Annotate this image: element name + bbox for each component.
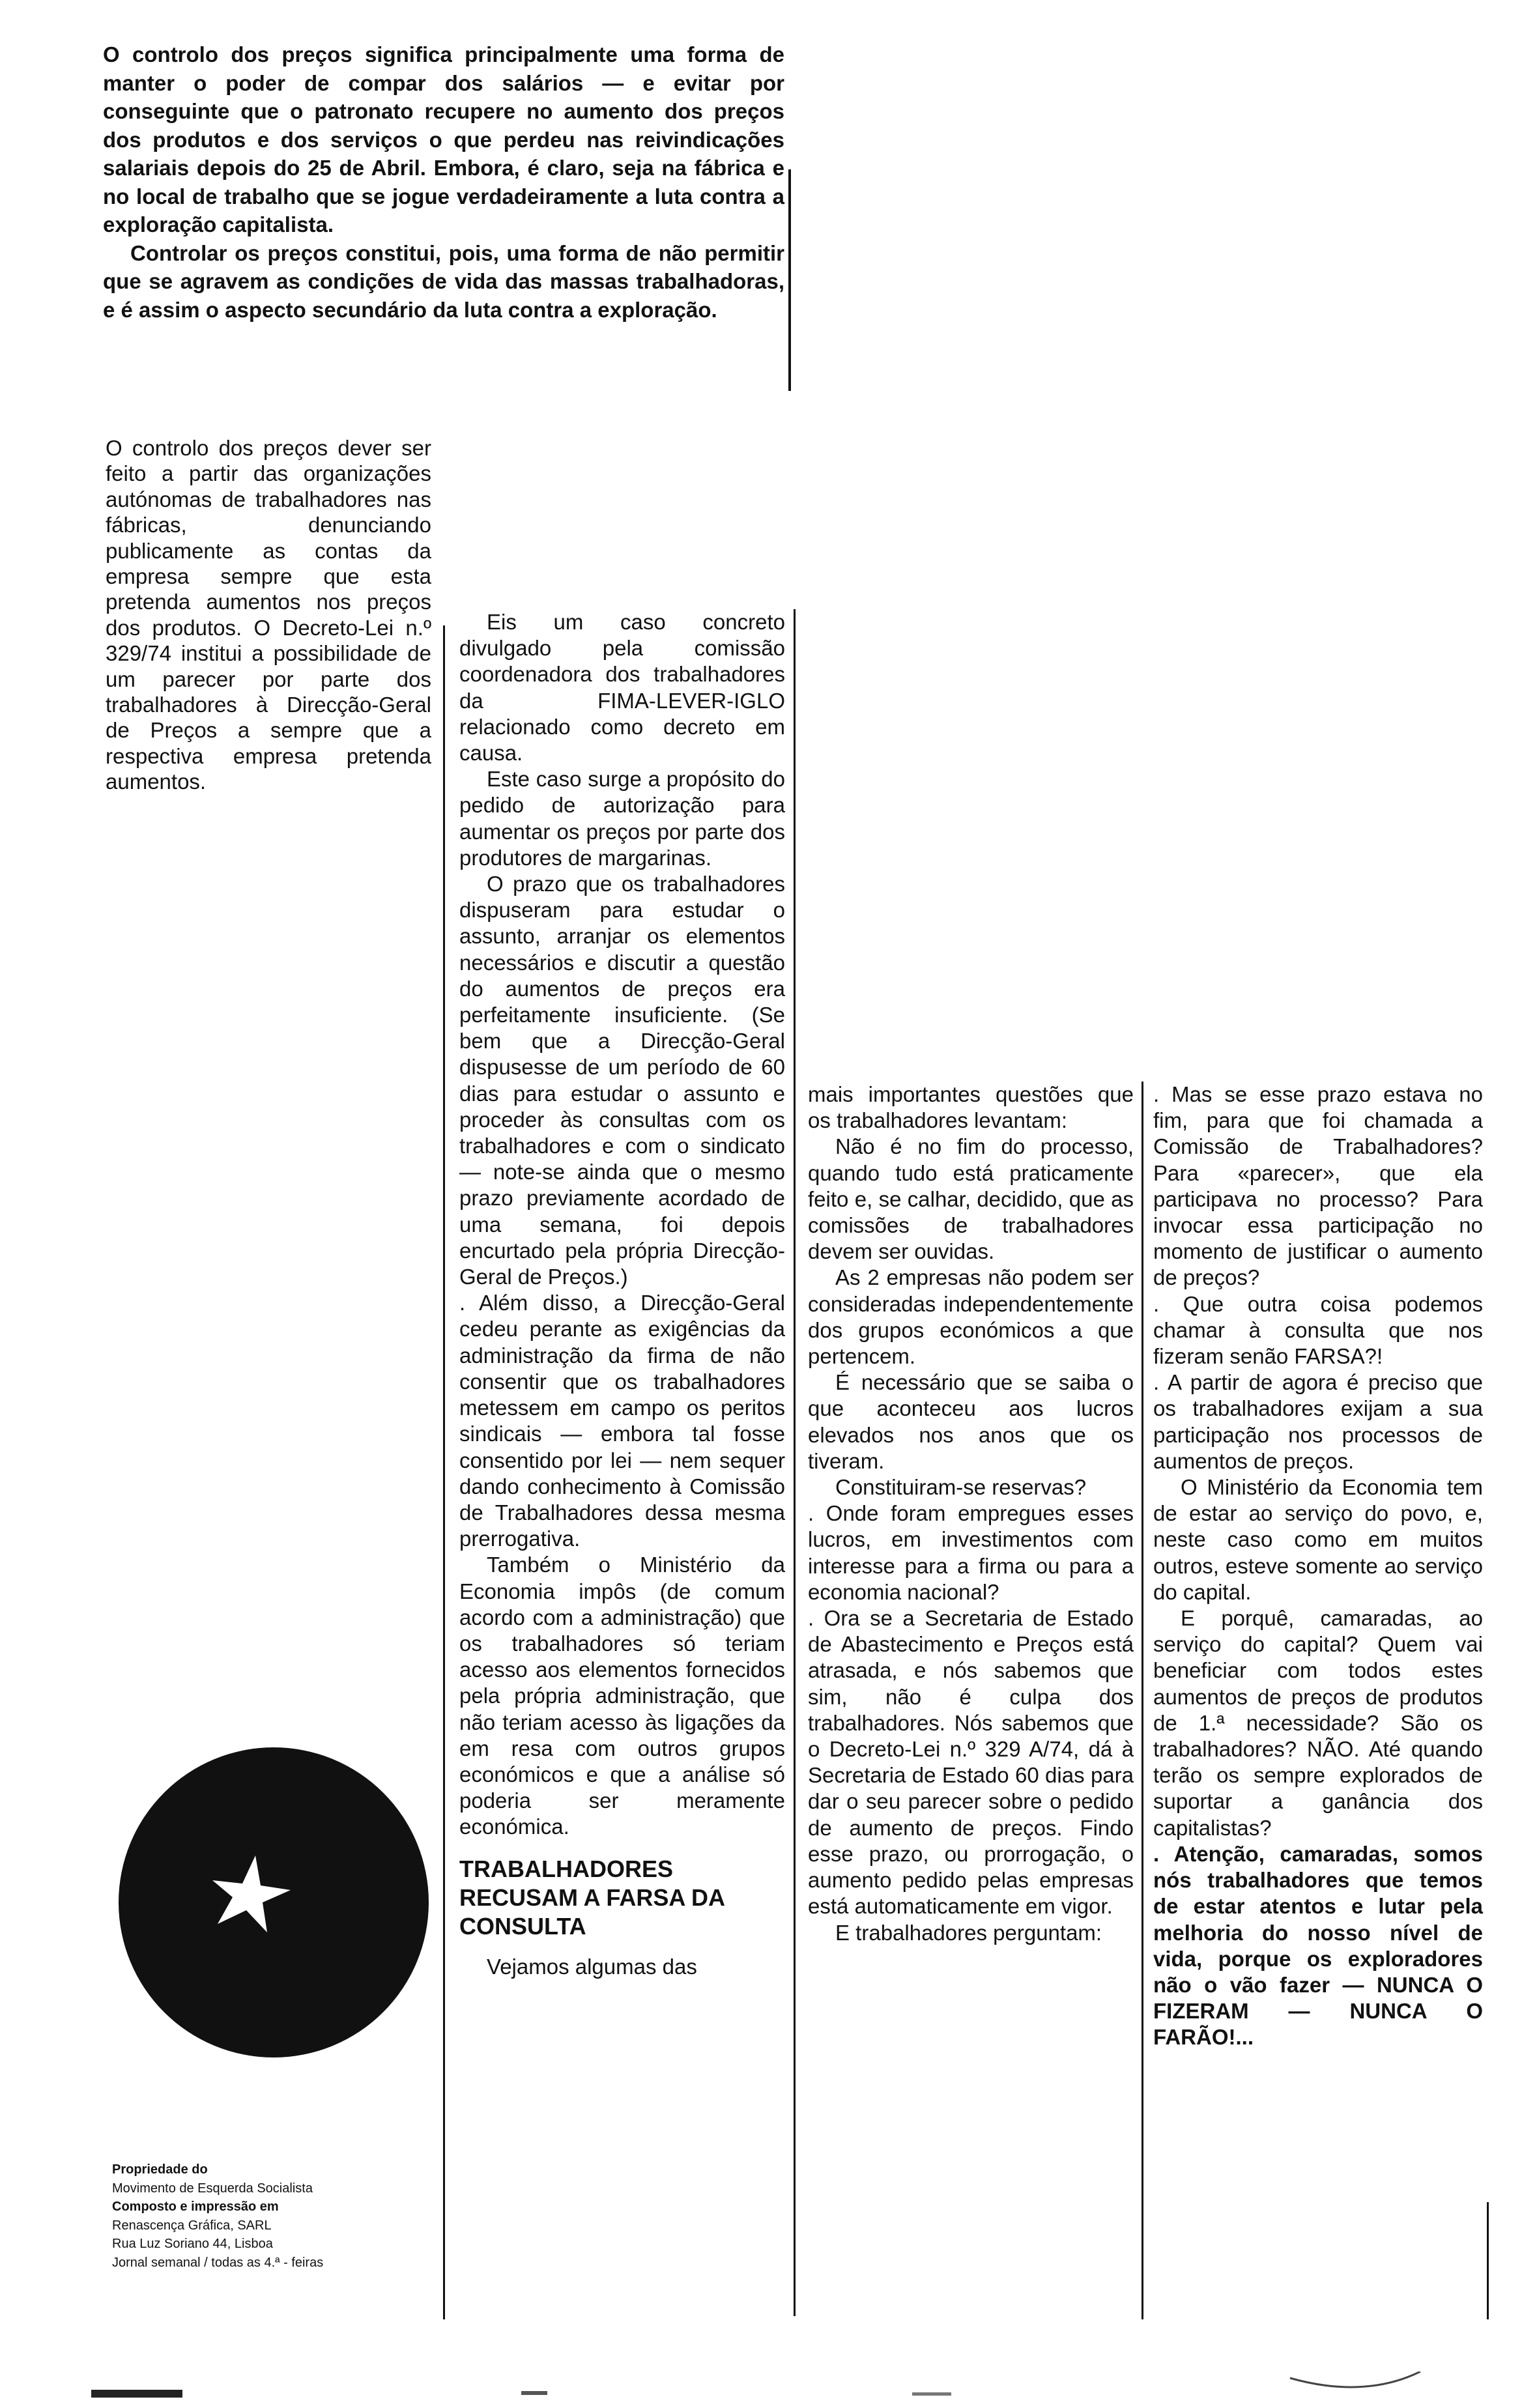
- imprint-printer-label: Composto e impressão em: [112, 2200, 279, 2214]
- bottom-scan-marks: [65, 2372, 1466, 2404]
- column-2-paragraph-4: . Além disso, a Direcção-Geral cedeu perante as exigências da administração da firma de não consentir que os trabalhadores metessem em campo os peritos sindicais — embora tal fosse consentido por lei — nem sequer dando conhecimento à Comissão de Trabalhadores dessa mesma prerrogativa.: [459, 1291, 785, 1551]
- intro-paragraph-1: O controlo dos preços significa principalmente uma forma de manter o poder de compar dos salários — e evitar por conseguinte que o patronato recupere no aumento dos preços dos produtos e dos serviços o que perdeu nas reivindicações salariais depois do 25 de Abril. Embora, é claro, seja na fábrica e no local de trabalho que se jogue verdadeiramente a luta contra a exploração capitalista.: [103, 42, 784, 236]
- imprint-frequency: Jornal semanal / todas as 4.ª - feiras: [112, 2255, 324, 2270]
- column-3-paragraph-5: Constituiram-se reservas?: [835, 1475, 1087, 1500]
- column-3-paragraph-8: E trabalhadores perguntam:: [835, 1920, 1102, 1945]
- column-2-paragraph-3: O prazo que os trabalhadores dispuseram para estudar o assunto, arranjar os elementos necessários e discutir a questão do aumentos de preços era perfeitamente insuficiente. (Se bem que a Direcção-Geral dispusesse de um período de 60 dias para estudar o assunto e proceder às consultas com os trabalhadores e com o sindicato — note-se ainda que o mesmo prazo previamente acordado de uma semana, foi depois encurtado pela própria Direcção-Geral de Preços.): [459, 872, 785, 1289]
- column-1-rule: [443, 625, 445, 2319]
- column-3-paragraph-1: mais importantes questões que os trabalhadores levantam:: [808, 1082, 1134, 1133]
- column-4-paragraph-2: . Que outra coisa podemos chamar à consulta que nos fizeram senão FARSA?!: [1153, 1291, 1483, 1369]
- imprint: [112, 2160, 451, 2272]
- column-2-tail: Vejamos algumas das: [487, 1954, 697, 1979]
- column-4: [1153, 1082, 1483, 2051]
- column-4-paragraph-3: . A partir de agora é preciso que os trabalhadores exijam a sua participação nos processos de aumentos de preços.: [1153, 1370, 1483, 1473]
- column-2-paragraph-5: Também o Ministério da Economia impôs (de comum acordo com a administração) que os trabalhadores só teriam acesso aos elementos fornecidos pela própria administração, que não teriam acesso às ligações da em resa com outros grupos económicos e que a análise só poderia ser meramente económica.: [459, 1553, 785, 1839]
- column-4-paragraph-4: O Ministério da Economia tem de estar ao serviço do povo, e, neste caso como em muitos outros, esteve somente ao serviço do capital.: [1153, 1475, 1483, 1604]
- column-2: [459, 609, 785, 1980]
- column-3: [808, 1082, 1134, 1946]
- column-2-rule: [794, 609, 796, 2316]
- column-3-paragraph-7: . Ora se a Secretaria de Estado de Abastecimento e Preços está atrasada, e nós sabemos que sim, não é culpa dos trabalhadores. Nós sabemos que o Decreto-Lei n.º 329 A/74, dá à Secretaria de Estado 60 dias para dar o seu parecer sobre o pedido de aumento de preços. Findo esse prazo, ou prorrogação, o aumento pedido pelas empresas está automaticamente em vigor.: [808, 1606, 1134, 1919]
- imprint-owner-label: Propriedade do: [112, 2162, 208, 2177]
- column-3-paragraph-3: As 2 empresas não podem ser consideradas independentemente dos grupos económicos a que pertencem.: [808, 1265, 1134, 1369]
- imprint-owner: Movimento de Esquerda Socialista: [112, 2181, 313, 2196]
- column-1-paragraph: O controlo dos preços dever ser feito a partir das organizações autónomas de trabalhadores nas fábricas, denunciando publicamente as contas da empresa sempre que esta pretenda aumentos nos preços dos produtos. O Decreto-Lei n.º 329/74 institui a possibilidade de um parecer por parte dos trabalhadores à Direcção-Geral de Preços a sempre que a respectiva empresa pretenda aumentos.: [106, 436, 431, 794]
- column-3-paragraph-4: É necessário que se saiba o que aconteceu aos lucros elevados nos anos que os tiveram.: [808, 1370, 1134, 1473]
- column-3-paragraph-2: Não é no fim do processo, quando tudo está praticamente feito e, se calhar, decidido, que as comissões de trabalhadores devem ser ouvidas.: [808, 1134, 1134, 1264]
- column-4-closing: . Atenção, camaradas, somos nós trabalhadores que temos de estar atentos e lutar pela melhoria do nosso nível de vida, porque os exploradores não o vão fazer — NUNCA O FIZERAM — NUNCA O FARÃO!...: [1153, 1841, 1483, 2050]
- column-4-paragraph-1: . Mas se esse prazo estava no fim, para que foi chamada a Comissão de Trabalhadores? Para «parecer», que ela participava no processo? Para invocar essa participação no momento de justificar o aumento de preços?: [1153, 1082, 1483, 1290]
- column-4-paragraph-5: E porquê, camaradas, ao serviço do capital? Quem vai beneficiar com todos estes aumentos de preços de produtos de 1.ª necessidade? São os trabalhadores? NÃO. Até quando terão os sempre explorados de suportar a ganância dos capitalistas?: [1153, 1606, 1483, 1840]
- star-logo: [117, 1746, 430, 2059]
- column-3-rule: [1142, 1082, 1143, 2319]
- intro-paragraph-2: Controlar os preços constitui, pois, uma forma de não permitir que se agravem as condições de vida das massas trabalhadoras, e é assim o aspecto secundário da luta contra a exploração.: [103, 240, 784, 322]
- column-2-paragraph-2: Este caso surge a propósito do pedido de autorização para aumentar os preços por parte dos produtores de margarinas.: [459, 767, 785, 870]
- intro-rule: [788, 169, 791, 391]
- section-heading: TRABALHADORES RECUSAM A FARSA DA CONSULTA: [459, 1855, 725, 1940]
- column-3-paragraph-6: . Onde foram empregues esses lucros, em investimentos com interesse para a firma ou para a economia nacional?: [808, 1501, 1134, 1604]
- imprint-printer: Renascença Gráfica, SARL: [112, 2218, 272, 2233]
- column-2-paragraph-1: Eis um caso concreto divulgado pela comissão coordenadora dos trabalhadores da FIMA-LEVER-IGLO relacionado como decreto em causa.: [459, 610, 785, 766]
- column-1: [106, 435, 431, 795]
- imprint-address: Rua Luz Soriano 44, Lisboa: [112, 2237, 273, 2252]
- intro-text: [103, 40, 784, 324]
- column-4-rule: [1487, 2202, 1489, 2319]
